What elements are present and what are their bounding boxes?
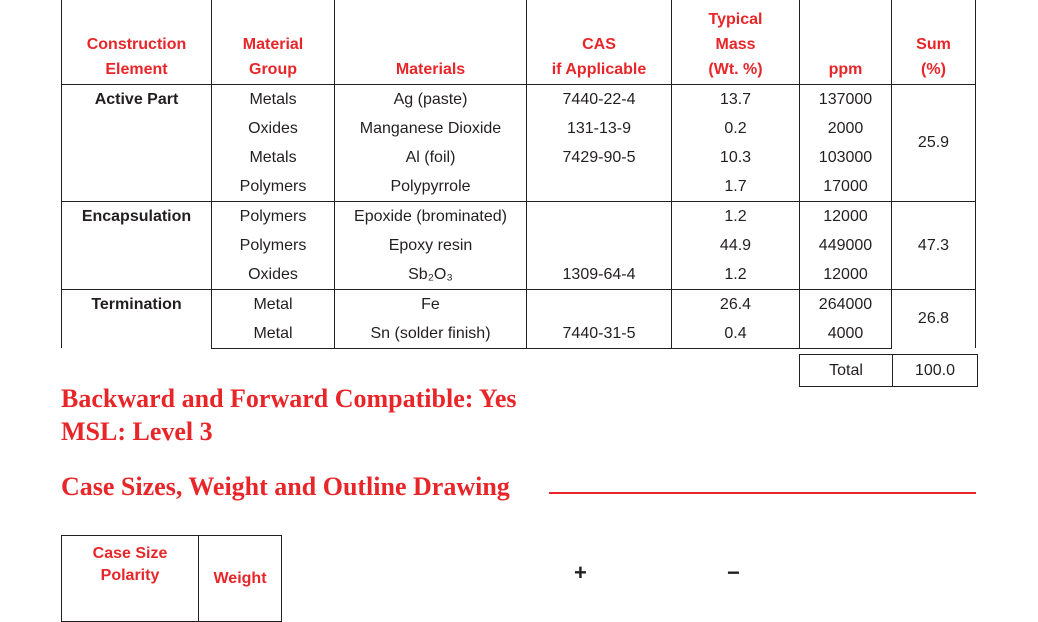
header-mass: Typical Mass (Wt. %) [672, 0, 800, 84]
ppm-cell: 449000 [800, 231, 892, 260]
minus-terminal-icon: − [727, 560, 740, 585]
header-group: Material Group [212, 0, 335, 84]
msl-line: MSL: Level 3 [61, 417, 213, 446]
group-cell: Metals [212, 143, 335, 172]
plus-terminal-icon: + [574, 560, 587, 585]
group-cell: Metal [212, 289, 335, 319]
mass-cell: 1.7 [672, 172, 800, 202]
header-construction: Construction Element [62, 0, 212, 84]
header-sum: Sum (%) [892, 0, 976, 84]
section-rule [549, 492, 976, 494]
ppm-cell: 12000 [800, 260, 892, 290]
mass-cell: 1.2 [672, 201, 800, 231]
sum-cell: 47.3 [892, 201, 976, 289]
ppm-cell: 12000 [800, 201, 892, 231]
table-row [62, 289, 976, 319]
mass-cell: 44.9 [672, 231, 800, 260]
cas-cell [527, 201, 672, 231]
case-size-table [61, 535, 282, 622]
table-row [62, 84, 976, 114]
sum-cell: 25.9 [892, 84, 976, 201]
ppm-cell: 2000 [800, 114, 892, 143]
mass-cell: 26.4 [672, 289, 800, 319]
cas-cell: 131-13-9 [527, 114, 672, 143]
header-ppm: ppm [800, 0, 892, 84]
header-cas: CAS if Applicable [527, 0, 672, 84]
ppm-cell: 4000 [800, 319, 892, 349]
section-title: Case Sizes, Weight and Outline Drawing [61, 472, 510, 501]
cas-cell: 7440-31-5 [527, 319, 672, 349]
ppm-cell: 17000 [800, 172, 892, 202]
case-size-header: Case Size Polarity [62, 536, 199, 622]
group-cell: Metals [212, 84, 335, 114]
material-cell: Fe [335, 289, 527, 319]
sum-cell: 26.8 [892, 289, 976, 348]
material-cell: Sn (solder finish) [335, 319, 527, 349]
material-cell: Al (foil) [335, 143, 527, 172]
cas-cell: 1309-64-4 [527, 260, 672, 290]
table-row [62, 201, 976, 231]
total-value: 100.0 [893, 355, 978, 387]
material-cell: Manganese Dioxide [335, 114, 527, 143]
group-cell: Polymers [212, 172, 335, 202]
compat-line: Backward and Forward Compatible: Yes [61, 384, 517, 413]
material-cell: Epoxy resin [335, 231, 527, 260]
group-cell: Oxides [212, 260, 335, 290]
group-cell: Metal [212, 319, 335, 349]
group-cell: Polymers [212, 201, 335, 231]
material-cell: Polypyrrole [335, 172, 527, 202]
materials-table [61, 0, 976, 349]
material-cell: Ag (paste) [335, 84, 527, 114]
header-row [62, 0, 976, 84]
material-cell: Epoxide (brominated) [335, 201, 527, 231]
cas-cell: 7429-90-5 [527, 143, 672, 172]
element-cell: Termination [62, 289, 212, 348]
cas-cell [527, 172, 672, 202]
ppm-cell: 137000 [800, 84, 892, 114]
group-cell: Oxides [212, 114, 335, 143]
total-label: Total [800, 355, 893, 387]
material-cell: Sb₂O₃ [335, 260, 527, 290]
element-cell: Active Part [62, 84, 212, 201]
mass-cell: 1.2 [672, 260, 800, 290]
ppm-cell: 264000 [800, 289, 892, 319]
weight-header: Weight [199, 536, 282, 622]
total-row [799, 354, 978, 387]
mass-cell: 0.4 [672, 319, 800, 349]
cas-cell [527, 231, 672, 260]
mass-cell: 10.3 [672, 143, 800, 172]
mass-cell: 0.2 [672, 114, 800, 143]
cas-cell [527, 289, 672, 319]
ppm-cell: 103000 [800, 143, 892, 172]
header-materials: Materials [335, 0, 527, 84]
mass-cell: 13.7 [672, 84, 800, 114]
element-cell: Encapsulation [62, 201, 212, 289]
cas-cell: 7440-22-4 [527, 84, 672, 114]
group-cell: Polymers [212, 231, 335, 260]
